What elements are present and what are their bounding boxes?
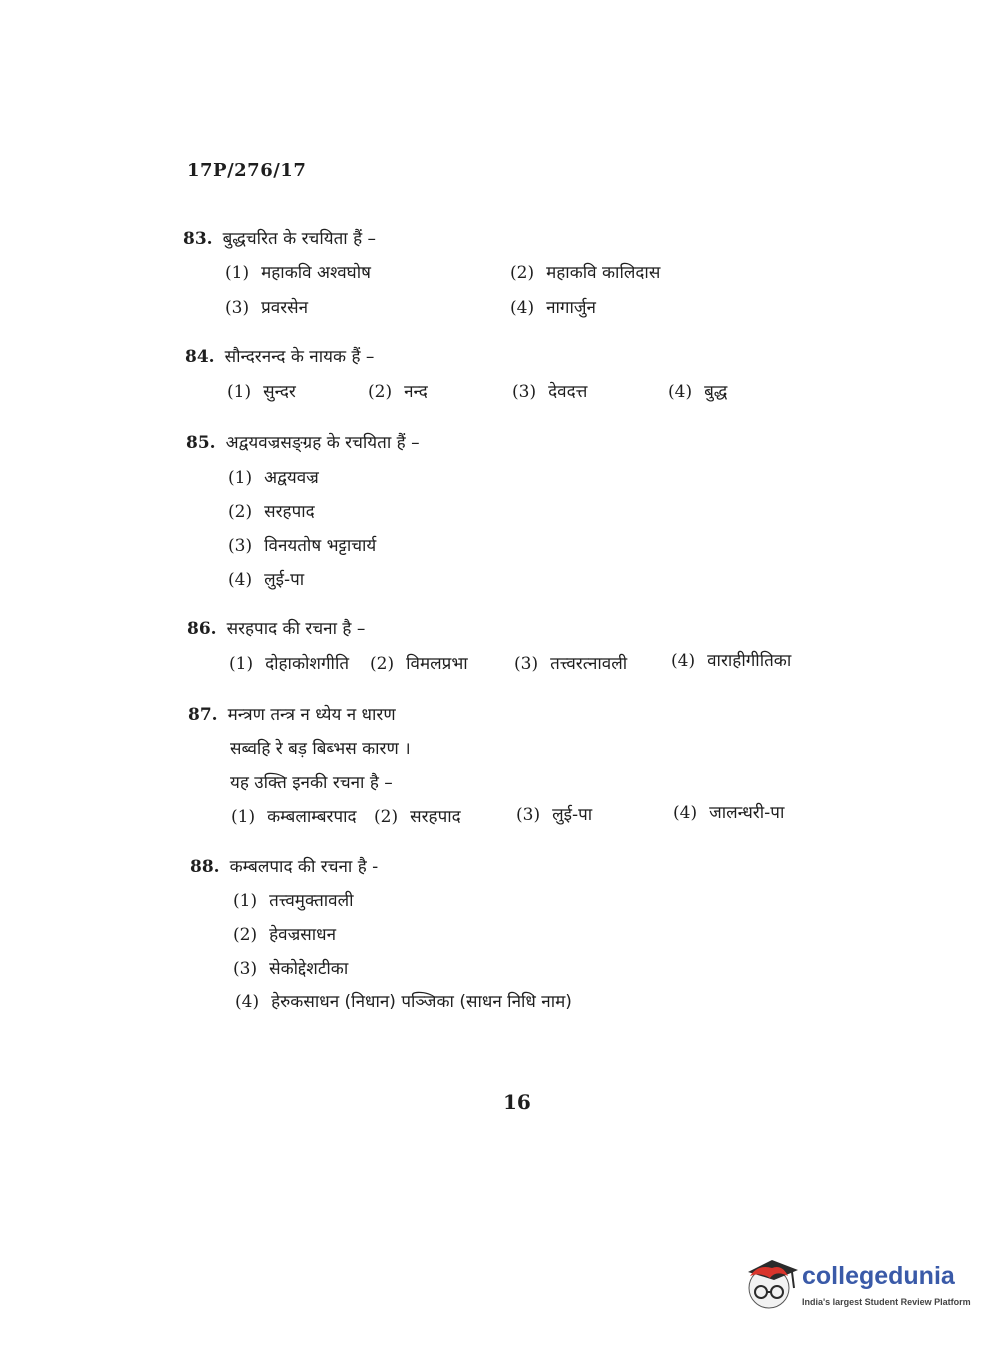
paper-code: 17P/276/17	[187, 160, 307, 181]
page-number: 16	[503, 1090, 531, 1114]
option-86-3: (3) तत्त्वरत्नावली	[514, 654, 628, 674]
option-86-2: (2) विमलप्रभा	[370, 654, 468, 674]
option-84-4: (4) बुद्ध	[668, 382, 728, 402]
option-85-3: (3) विनयतोष भट्टाचार्य	[228, 536, 377, 556]
question-prompt: यह उक्ति इनकी रचना है –	[230, 773, 393, 793]
logo-tagline: India's largest Student Review Platform	[802, 1297, 971, 1307]
question-83	[183, 226, 376, 249]
collegedunia-logo	[742, 1250, 982, 1320]
option-86-1: (1) दोहाकोशगीति	[229, 654, 350, 674]
question-86	[187, 616, 365, 639]
option-84-2: (2) नन्द	[368, 382, 428, 402]
option-84-3: (3) देवदत्त	[512, 382, 588, 402]
option-83-4: (4) नागार्जुन	[510, 298, 596, 318]
option-88-2: (2) हेवज्रसाधन	[233, 925, 337, 945]
option-87-2: (2) सरहपाद	[374, 807, 461, 827]
question-text: बुद्धचरित के रचयिता हैं –	[222, 229, 377, 249]
option-84-1: (1) सुन्दर	[227, 382, 296, 402]
option-87-4: (4) जालन्धरी-पा	[673, 803, 785, 823]
question-text: सौन्दरनन्द के नायक हैं –	[224, 347, 375, 367]
option-88-4: (4) हेरुकसाधन (निधान) पञ्जिका (साधन निधि नाम)	[235, 992, 572, 1012]
question-text: मन्त्रण तन्त्र न ध्येय न धारण	[227, 705, 396, 725]
option-86-4: (4) वाराहीगीतिका	[671, 651, 792, 671]
question-number: 84.	[185, 347, 215, 367]
option-85-4: (4) लुई-पा	[228, 570, 305, 590]
question-85	[186, 430, 420, 453]
logo-wordmark: collegedunia	[802, 1262, 955, 1290]
question-number: 83.	[183, 229, 213, 249]
option-85-2: (2) सरहपाद	[228, 502, 315, 522]
question-87	[188, 702, 396, 725]
option-88-3: (3) सेकोद्देशटीका	[233, 959, 349, 979]
question-number: 85.	[186, 433, 216, 453]
question-88	[190, 854, 378, 877]
option-83-2: (2) महाकवि कालिदास	[510, 263, 661, 283]
question-text: अद्वयवज्रसङ्ग्रह के रचयिता हैं –	[225, 433, 420, 453]
option-85-1: (1) अद्वयवज्र	[228, 468, 319, 488]
option-83-3: (3) प्रवरसेन	[225, 298, 309, 318]
question-84	[185, 344, 374, 367]
option-87-3: (3) लुई-पा	[516, 805, 593, 825]
mascot-icon	[742, 1250, 800, 1314]
question-number: 86.	[187, 619, 217, 639]
option-83-1: (1) महाकवि अश्वघोष	[225, 263, 371, 283]
question-number: 87.	[188, 705, 218, 725]
option-88-1: (1) तत्त्वमुक्तावली	[233, 891, 354, 911]
question-text: सरहपाद की रचना है –	[226, 619, 366, 639]
option-87-1: (1) कम्बलाम्बरपाद	[231, 807, 357, 827]
verse-line: सब्वहि रे बड़ बिब्भस कारण ।	[230, 739, 411, 759]
question-number: 88.	[190, 857, 220, 877]
question-text: कम्बलपाद की रचना है -	[229, 857, 379, 877]
